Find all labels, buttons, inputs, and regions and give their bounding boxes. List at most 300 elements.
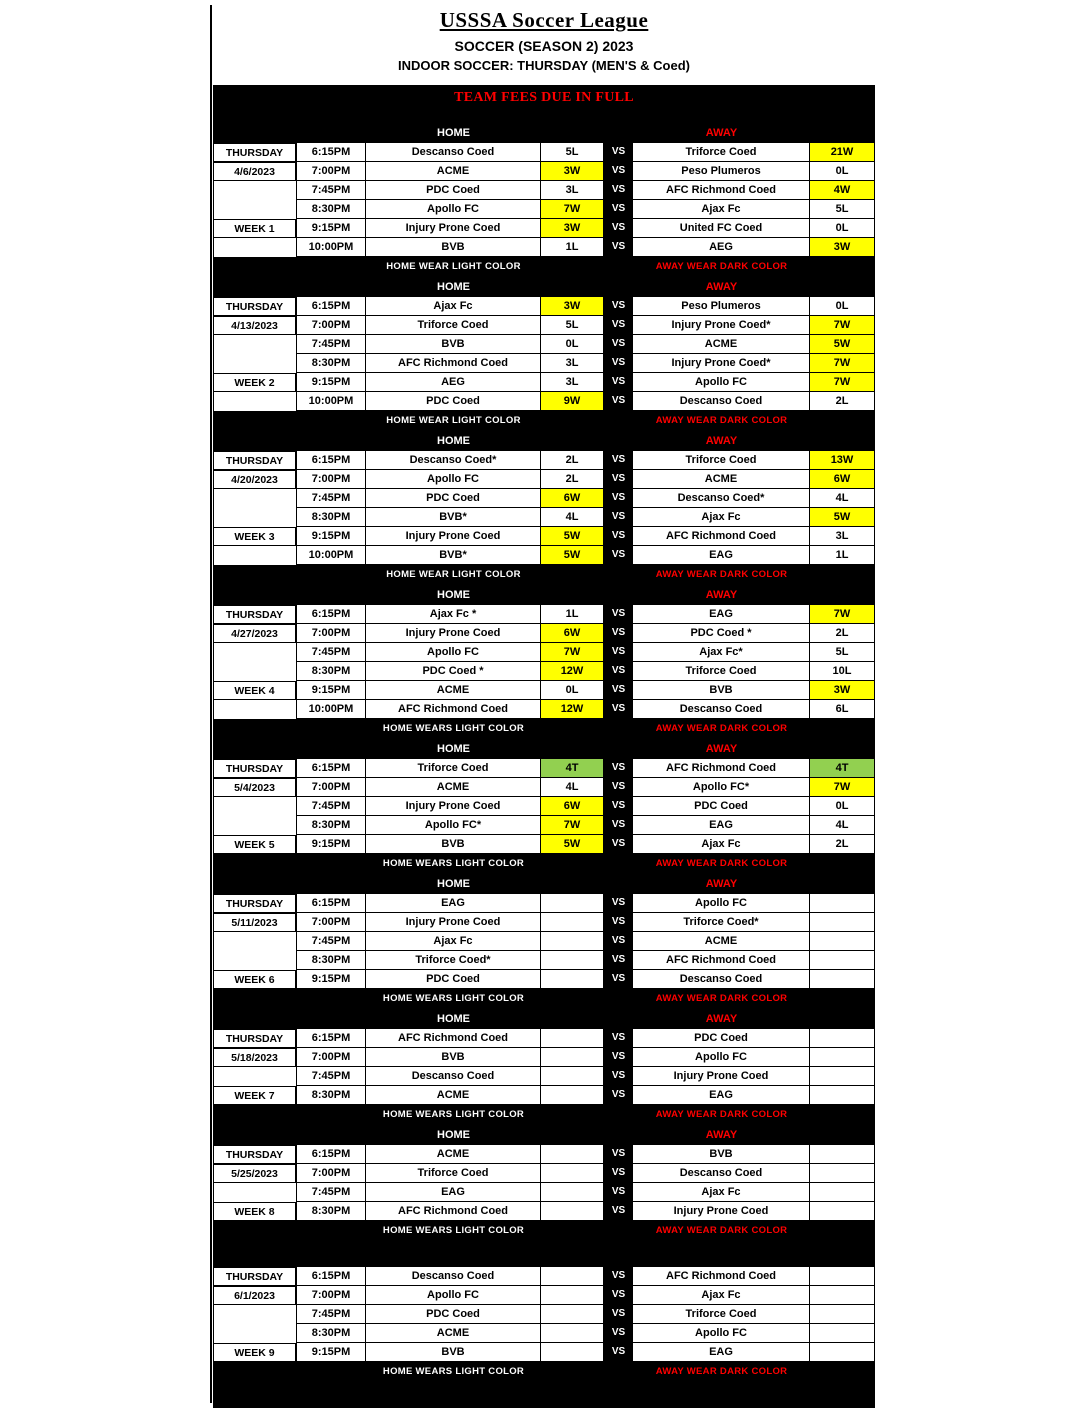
home-uniform-note: HOME WEARS LIGHT COLOR <box>382 858 525 869</box>
vs-cell: VS <box>604 335 633 354</box>
home-result-cell: 4L <box>541 778 604 797</box>
home-column-header: HOME <box>437 1129 470 1141</box>
day-cell <box>213 662 296 681</box>
game-row <box>213 605 875 624</box>
away-team-cell: EAG <box>633 546 810 565</box>
band-cell <box>213 257 296 277</box>
away-result-cell: 4T <box>810 759 875 778</box>
home-result-cell: 5L <box>541 143 604 162</box>
band-cell <box>810 739 875 759</box>
vs-cell: VS <box>604 759 633 778</box>
time-cell: 7:45PM <box>296 181 366 200</box>
away-result-cell: 0L <box>810 162 875 181</box>
date-label: 5/25/2023 <box>213 1164 296 1183</box>
uniform-note-row <box>213 989 875 1009</box>
day-label: THURSDAY <box>213 759 296 778</box>
time-cell: 7:00PM <box>296 913 366 932</box>
band-cell <box>604 854 633 874</box>
away-result-cell: 6L <box>810 700 875 719</box>
band-cell <box>213 565 296 585</box>
time-cell: 6:15PM <box>296 1145 366 1164</box>
home-result-cell <box>541 951 604 970</box>
away-uniform-note: AWAY WEAR DARK COLOR <box>655 858 788 869</box>
away-result-cell <box>810 1164 875 1183</box>
away-result-cell: 2L <box>810 624 875 643</box>
band-cell <box>810 431 875 451</box>
band-cell <box>541 431 604 451</box>
away-result-cell: 4L <box>810 816 875 835</box>
away-team-cell: Apollo FC <box>633 1324 810 1343</box>
schedule-table <box>213 85 875 1408</box>
day-cell <box>213 508 296 527</box>
home-result-cell: 3L <box>541 181 604 200</box>
home-result-cell <box>541 1029 604 1048</box>
date-label: 5/4/2023 <box>213 778 296 797</box>
time-cell: 9:15PM <box>296 970 366 989</box>
home-column-header: HOME <box>437 743 470 755</box>
home-team-cell: PDC Coed <box>366 489 541 508</box>
away-team-cell: ACME <box>633 932 810 951</box>
time-cell: 6:15PM <box>296 451 366 470</box>
day-cell <box>213 643 296 662</box>
band-cell <box>213 411 296 431</box>
game-row <box>213 181 875 200</box>
home-team-cell: ACME <box>366 681 541 700</box>
home-team-cell: Ajax Fc * <box>366 605 541 624</box>
band-cell <box>296 1221 366 1241</box>
away-column-header: AWAY <box>705 878 738 890</box>
band-cell <box>810 277 875 297</box>
day-cell <box>213 181 296 200</box>
game-row <box>213 373 875 392</box>
home-result-cell <box>541 1145 604 1164</box>
away-team-cell: AEG <box>633 238 810 257</box>
home-team-cell: Descanso Coed* <box>366 451 541 470</box>
away-result-cell: 2L <box>810 835 875 854</box>
vs-cell: VS <box>604 816 633 835</box>
game-row <box>213 913 875 932</box>
time-cell: 6:15PM <box>296 1267 366 1286</box>
day-cell <box>213 354 296 373</box>
vs-cell: VS <box>604 219 633 238</box>
away-uniform-note: AWAY WEAR DARK COLOR <box>655 993 788 1004</box>
game-row <box>213 1286 875 1305</box>
time-cell: 9:15PM <box>296 835 366 854</box>
home-result-cell <box>541 1324 604 1343</box>
home-result-cell: 2L <box>541 470 604 489</box>
band-cell <box>604 1105 633 1125</box>
away-uniform-note: AWAY WEAR DARK COLOR <box>655 1109 788 1120</box>
band-cell <box>604 123 633 143</box>
day-label: THURSDAY <box>213 1029 296 1048</box>
week-label: WEEK 7 <box>213 1086 296 1105</box>
home-uniform-note: HOME WEARS LIGHT COLOR <box>382 723 525 734</box>
time-cell: 7:45PM <box>296 489 366 508</box>
away-result-cell: 4W <box>810 181 875 200</box>
date-label: 4/20/2023 <box>213 470 296 489</box>
home-team-cell: BVB <box>366 1343 541 1362</box>
time-cell: 7:45PM <box>296 1305 366 1324</box>
day-cell <box>213 546 296 565</box>
home-column-header: HOME <box>437 589 470 601</box>
game-row <box>213 316 875 335</box>
vs-cell: VS <box>604 451 633 470</box>
time-cell: 9:15PM <box>296 373 366 392</box>
date-label: 4/6/2023 <box>213 162 296 181</box>
away-uniform-note: AWAY WEAR DARK COLOR <box>655 723 788 734</box>
band-cell <box>541 585 604 605</box>
away-result-cell: 4L <box>810 489 875 508</box>
home-team-cell: Injury Prone Coed <box>366 219 541 238</box>
uniform-note-row <box>213 1362 875 1382</box>
home-result-cell: 5W <box>541 546 604 565</box>
band-cell <box>541 739 604 759</box>
game-row <box>213 970 875 989</box>
band-cell <box>810 854 875 874</box>
home-result-cell: 12W <box>541 662 604 681</box>
vs-cell: VS <box>604 1164 633 1183</box>
home-team-cell: PDC Coed <box>366 181 541 200</box>
home-result-cell: 12W <box>541 700 604 719</box>
home-column-header: HOME <box>437 435 470 447</box>
away-result-cell: 1L <box>810 546 875 565</box>
game-row <box>213 1145 875 1164</box>
game-row <box>213 489 875 508</box>
uniform-note-row <box>213 854 875 874</box>
time-cell: 7:45PM <box>296 1183 366 1202</box>
home-team-cell: BVB <box>366 335 541 354</box>
day-cell <box>213 392 296 411</box>
vs-cell: VS <box>604 162 633 181</box>
game-row <box>213 219 875 238</box>
date-label: 4/27/2023 <box>213 624 296 643</box>
home-team-cell: ACME <box>366 778 541 797</box>
band-cell <box>296 585 366 605</box>
band-cell <box>810 123 875 143</box>
game-row <box>213 143 875 162</box>
band-cell <box>213 989 296 1009</box>
home-column-header: HOME <box>437 281 470 293</box>
home-result-cell: 3L <box>541 354 604 373</box>
away-result-cell <box>810 1145 875 1164</box>
home-team-cell: Ajax Fc <box>366 297 541 316</box>
away-column-header: AWAY <box>705 589 738 601</box>
band-cell <box>604 1221 633 1241</box>
away-result-cell: 7W <box>810 354 875 373</box>
home-team-cell: Apollo FC <box>366 200 541 219</box>
game-row <box>213 1029 875 1048</box>
game-row <box>213 778 875 797</box>
time-cell: 7:00PM <box>296 1048 366 1067</box>
band-cell <box>541 854 604 874</box>
away-team-cell: Descanso Coed <box>633 1164 810 1183</box>
away-team-cell: Ajax Fc <box>633 1183 810 1202</box>
time-cell: 8:30PM <box>296 816 366 835</box>
game-row <box>213 1324 875 1343</box>
band-cell <box>604 277 633 297</box>
time-cell: 8:30PM <box>296 1202 366 1221</box>
home-result-cell <box>541 932 604 951</box>
band-cell <box>296 989 366 1009</box>
away-team-cell: Injury Prone Coed* <box>633 354 810 373</box>
band-cell <box>604 1125 633 1145</box>
home-team-cell: BVB <box>366 238 541 257</box>
home-team-cell: AFC Richmond Coed <box>366 1029 541 1048</box>
time-cell: 9:15PM <box>296 527 366 546</box>
vs-cell: VS <box>604 200 633 219</box>
band-cell <box>213 431 296 451</box>
away-team-cell: Descanso Coed <box>633 970 810 989</box>
away-team-cell: AFC Richmond Coed <box>633 759 810 778</box>
time-cell: 10:00PM <box>296 392 366 411</box>
band-cell <box>604 739 633 759</box>
game-row <box>213 1343 875 1362</box>
date-label: 5/18/2023 <box>213 1048 296 1067</box>
home-team-cell: EAG <box>366 894 541 913</box>
time-cell: 7:00PM <box>296 1286 366 1305</box>
uniform-note-row <box>213 1221 875 1241</box>
home-result-cell: 0L <box>541 681 604 700</box>
away-result-cell: 7W <box>810 373 875 392</box>
away-result-cell <box>810 1048 875 1067</box>
band-cell <box>604 565 633 585</box>
band-cell <box>541 874 604 894</box>
home-team-cell: BVB <box>366 1048 541 1067</box>
away-result-cell <box>810 1067 875 1086</box>
away-team-cell: Apollo FC <box>633 373 810 392</box>
away-team-cell: EAG <box>633 816 810 835</box>
home-team-cell: ACME <box>366 1086 541 1105</box>
column-header-row <box>213 874 875 894</box>
vs-cell: VS <box>604 1029 633 1048</box>
away-uniform-note: AWAY WEAR DARK COLOR <box>655 569 788 580</box>
home-result-cell <box>541 894 604 913</box>
day-label: THURSDAY <box>213 297 296 316</box>
away-team-cell: ACME <box>633 335 810 354</box>
game-row <box>213 951 875 970</box>
band-cell <box>810 874 875 894</box>
game-row <box>213 546 875 565</box>
away-team-cell: Peso Plumeros <box>633 297 810 316</box>
time-cell: 6:15PM <box>296 759 366 778</box>
vs-cell: VS <box>604 392 633 411</box>
away-team-cell: BVB <box>633 681 810 700</box>
day-cell <box>213 951 296 970</box>
band-cell <box>604 257 633 277</box>
home-column-header: HOME <box>437 127 470 139</box>
away-uniform-note: AWAY WEAR DARK COLOR <box>655 261 788 272</box>
game-row <box>213 1267 875 1286</box>
season-subtitle: SOCCER (SEASON 2) 2023 <box>454 38 634 54</box>
game-row <box>213 1183 875 1202</box>
band-cell <box>541 1221 604 1241</box>
vs-cell: VS <box>604 1286 633 1305</box>
away-team-cell: BVB <box>633 1145 810 1164</box>
band-cell <box>213 1362 296 1382</box>
away-team-cell: Triforce Coed <box>633 143 810 162</box>
time-cell: 8:30PM <box>296 662 366 681</box>
band-cell <box>810 719 875 739</box>
home-team-cell: Triforce Coed <box>366 1164 541 1183</box>
vs-cell: VS <box>604 643 633 662</box>
day-cell <box>213 200 296 219</box>
away-team-cell: EAG <box>633 605 810 624</box>
away-team-cell: Apollo FC <box>633 894 810 913</box>
away-column-header: AWAY <box>705 281 738 293</box>
home-column-header: HOME <box>437 1013 470 1025</box>
time-cell: 6:15PM <box>296 297 366 316</box>
band-cell <box>541 123 604 143</box>
vs-cell: VS <box>604 662 633 681</box>
home-team-cell: PDC Coed <box>366 1305 541 1324</box>
away-team-cell: Ajax Fc <box>633 508 810 527</box>
day-cell <box>213 816 296 835</box>
vs-cell: VS <box>604 835 633 854</box>
band-cell <box>541 257 604 277</box>
home-result-cell <box>541 1305 604 1324</box>
home-team-cell: Descanso Coed <box>366 1067 541 1086</box>
vs-cell: VS <box>604 1145 633 1164</box>
band-cell <box>541 1362 604 1382</box>
vs-cell: VS <box>604 373 633 392</box>
away-team-cell: Injury Prone Coed <box>633 1202 810 1221</box>
band-cell <box>541 565 604 585</box>
day-label: THURSDAY <box>213 451 296 470</box>
band-cell <box>296 1105 366 1125</box>
left-border-rule <box>210 5 212 1403</box>
home-result-cell: 2L <box>541 451 604 470</box>
home-uniform-note: HOME WEAR LIGHT COLOR <box>386 261 521 272</box>
vs-cell: VS <box>604 700 633 719</box>
time-cell: 7:45PM <box>296 797 366 816</box>
game-row <box>213 1048 875 1067</box>
game-row <box>213 681 875 700</box>
time-cell: 7:45PM <box>296 1067 366 1086</box>
away-result-cell: 7W <box>810 605 875 624</box>
game-row <box>213 162 875 181</box>
band-cell <box>810 257 875 277</box>
band-cell <box>604 585 633 605</box>
band-cell <box>810 585 875 605</box>
week-label: WEEK 4 <box>213 681 296 700</box>
day-cell <box>213 1183 296 1202</box>
home-result-cell <box>541 1202 604 1221</box>
home-result-cell: 1L <box>541 238 604 257</box>
band-cell <box>296 1009 366 1029</box>
day-cell <box>213 335 296 354</box>
band-cell <box>604 874 633 894</box>
home-team-cell: Ajax Fc <box>366 932 541 951</box>
away-result-cell: 7W <box>810 778 875 797</box>
vs-cell: VS <box>604 970 633 989</box>
vs-cell: VS <box>604 1267 633 1286</box>
band-cell <box>541 719 604 739</box>
time-cell: 8:30PM <box>296 354 366 373</box>
vs-cell: VS <box>604 489 633 508</box>
away-result-cell: 5W <box>810 508 875 527</box>
game-row <box>213 335 875 354</box>
column-header-row <box>213 739 875 759</box>
time-cell: 9:15PM <box>296 1343 366 1362</box>
time-cell: 8:30PM <box>296 200 366 219</box>
band-cell <box>213 277 296 297</box>
away-result-cell: 5W <box>810 335 875 354</box>
away-team-cell: AFC Richmond Coed <box>633 181 810 200</box>
home-result-cell: 7W <box>541 643 604 662</box>
week-label: WEEK 2 <box>213 373 296 392</box>
game-row <box>213 508 875 527</box>
home-team-cell: BVB* <box>366 546 541 565</box>
vs-cell: VS <box>604 1067 633 1086</box>
away-team-cell: Descanso Coed* <box>633 489 810 508</box>
away-team-cell: Ajax Fc <box>633 835 810 854</box>
home-result-cell: 3W <box>541 219 604 238</box>
home-team-cell: AEG <box>366 373 541 392</box>
away-uniform-note: AWAY WEAR DARK COLOR <box>655 1366 788 1377</box>
away-result-cell <box>810 1086 875 1105</box>
vs-cell: VS <box>604 1086 633 1105</box>
game-row <box>213 1164 875 1183</box>
uniform-note-row <box>213 565 875 585</box>
home-result-cell: 6W <box>541 624 604 643</box>
away-team-cell: EAG <box>633 1086 810 1105</box>
away-result-cell: 0L <box>810 219 875 238</box>
time-cell: 6:15PM <box>296 605 366 624</box>
game-row <box>213 297 875 316</box>
home-result-cell: 4T <box>541 759 604 778</box>
home-result-cell: 6W <box>541 797 604 816</box>
away-team-cell: PDC Coed * <box>633 624 810 643</box>
time-cell: 7:45PM <box>296 932 366 951</box>
away-result-cell <box>810 1305 875 1324</box>
away-team-cell: Triforce Coed <box>633 1305 810 1324</box>
bottom-band <box>213 1382 875 1408</box>
home-team-cell: AFC Richmond Coed <box>366 354 541 373</box>
home-result-cell <box>541 970 604 989</box>
vs-cell: VS <box>604 527 633 546</box>
week-divider-band <box>213 1241 875 1267</box>
band-cell <box>296 411 366 431</box>
week-label: WEEK 8 <box>213 1202 296 1221</box>
week-label: WEEK 5 <box>213 835 296 854</box>
home-column-header: HOME <box>437 878 470 890</box>
date-label: 6/1/2023 <box>213 1286 296 1305</box>
away-result-cell <box>810 1343 875 1362</box>
band-cell <box>810 1221 875 1241</box>
band-cell <box>541 1105 604 1125</box>
away-team-cell: Triforce Coed <box>633 451 810 470</box>
uniform-note-row <box>213 719 875 739</box>
time-cell: 7:00PM <box>296 162 366 181</box>
band-cell <box>541 411 604 431</box>
vs-cell: VS <box>604 181 633 200</box>
away-result-cell: 0L <box>810 297 875 316</box>
away-column-header: AWAY <box>705 1129 738 1141</box>
band-cell <box>296 1125 366 1145</box>
home-result-cell <box>541 1286 604 1305</box>
vs-cell: VS <box>604 508 633 527</box>
home-team-cell: Injury Prone Coed <box>366 527 541 546</box>
game-row <box>213 470 875 489</box>
home-uniform-note: HOME WEARS LIGHT COLOR <box>382 993 525 1004</box>
home-team-cell: BVB <box>366 835 541 854</box>
band-cell <box>810 1105 875 1125</box>
column-header-row <box>213 431 875 451</box>
away-team-cell: Ajax Fc <box>633 1286 810 1305</box>
vs-cell: VS <box>604 913 633 932</box>
away-result-cell: 5L <box>810 200 875 219</box>
home-result-cell: 5W <box>541 835 604 854</box>
